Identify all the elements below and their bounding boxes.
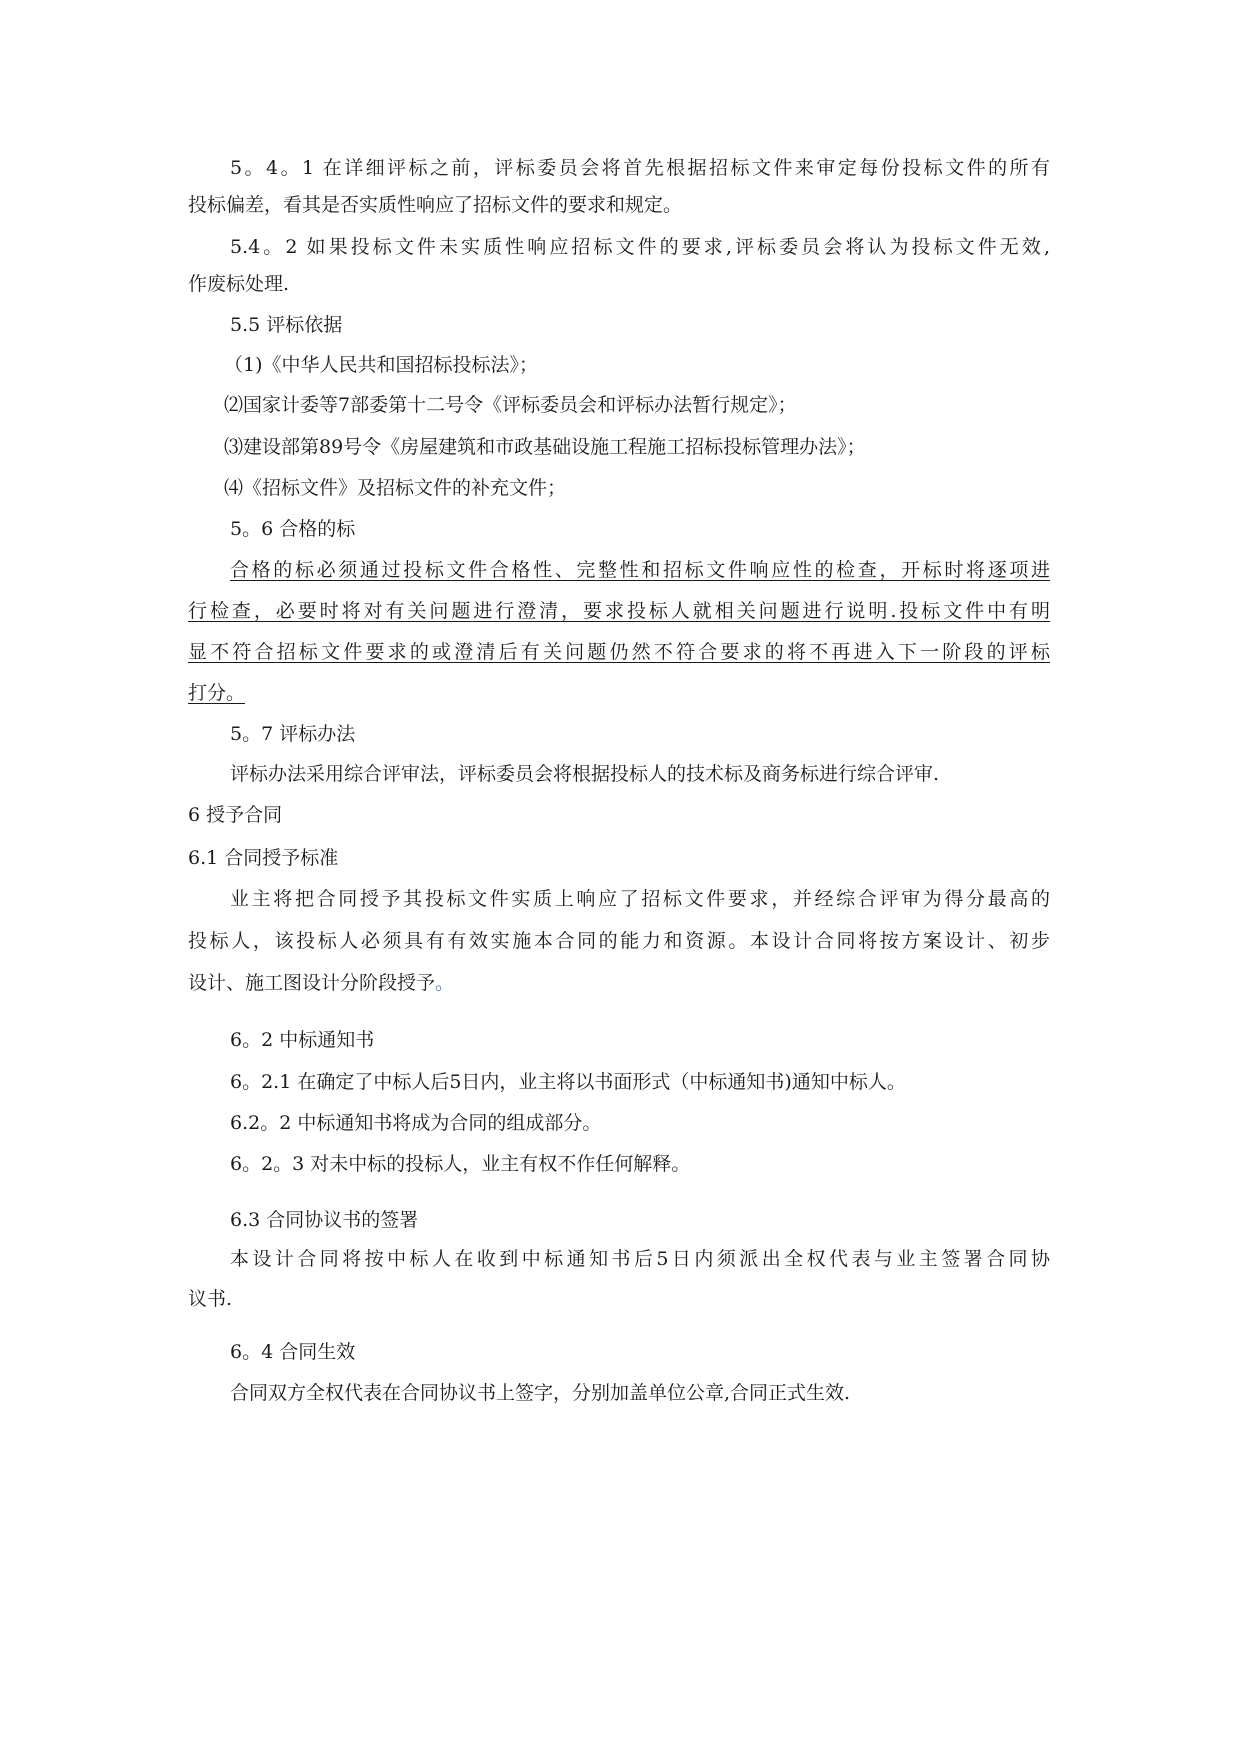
- paragraph-5-6-line-3: 显不符合招标文件要求的或澄清后有关问题仍然不符合要求的将不再进入下一阶段的评标: [188, 641, 1050, 663]
- paragraph-6-1-line-2: 投标人，该投标人必须具有有效实施本合同的能力和资源。本设计合同将按方案设计、初步: [188, 930, 1050, 952]
- paragraph-6-3-line-1: 本设计合同将按中标人在收到中标通知书后5日内须派出全权代表与业主签署合同协: [230, 1248, 1050, 1270]
- heading-6-3: 6.3 合同协议书的签署: [230, 1209, 419, 1231]
- paragraph-6-1-line-1: 业主将把合同授予其投标文件实质上响应了招标文件要求，并经综合评审为得分最高的: [230, 888, 1050, 910]
- paragraph-5-6-line-1: 合格的标必须通过投标文件合格性、完整性和招标文件响应性的检查，开标时将逐项进: [230, 559, 1050, 581]
- list-item-5-5-4: ⑷《招标文件》及招标文件的补充文件；: [224, 477, 567, 499]
- list-item-5-5-3: ⑶建设部第89号令《房屋建筑和市政基础设施工程施工招标投标管理办法》；: [224, 436, 866, 458]
- heading-6: 6 授予合同: [188, 804, 283, 826]
- paragraph-6-2-1: 6。2.1 在确定了中标人后5日内，业主将以书面形式（中标通知书)通知中标人。: [230, 1071, 906, 1093]
- paragraph-5-6-line-4: 打分。: [188, 682, 246, 704]
- heading-5-5: 5.5 评标依据: [230, 314, 343, 336]
- paragraph-5-6-line-2: 行检查，必要时将对有关问题进行澄清，要求投标人就相关问题进行说明.投标文件中有明: [188, 600, 1050, 622]
- heading-6-2: 6。2 中标通知书: [230, 1029, 375, 1051]
- paragraph-6-1-line-3: [188, 971, 454, 995]
- heading-5-7: 5。7 评标办法: [230, 723, 356, 745]
- heading-6-4: 6。4 合同生效: [230, 1341, 356, 1363]
- paragraph-6-1-end-mark: 。: [435, 972, 455, 994]
- paragraph-5-4-1-line-2: 投标偏差，看其是否实质性响应了招标文件的要求和规定。: [188, 194, 683, 216]
- heading-5-6: 5。6 合格的标: [230, 518, 356, 540]
- paragraph-6-3-line-2: 议书.: [188, 1288, 233, 1310]
- paragraph-6-1-line-3-text: 设计、施工图设计分阶段授予: [188, 972, 436, 994]
- paragraph-5-4-2-line-1: 5.4。2 如果投标文件未实质性响应招标文件的要求,评标委员会将认为投标文件无效,: [230, 236, 1050, 258]
- paragraph-6-4: 合同双方全权代表在合同协议书上签字，分别加盖单位公章,合同正式生效.: [230, 1382, 851, 1404]
- heading-6-1: 6.1 合同授予标准: [188, 847, 339, 869]
- list-item-5-5-2: ⑵国家计委等7部委第十二号令《评标委员会和评标办法暂行规定》；: [224, 394, 797, 416]
- paragraph-6-2-2: 6.2。2 中标通知书将成为合同的组成部分。: [230, 1112, 602, 1134]
- paragraph-5-7: 评标办法采用综合评审法，评标委员会将根据投标人的技术标及商务标进行综合评审.: [230, 763, 940, 785]
- list-item-5-5-1: （1)《中华人民共和国招标投标法》；: [224, 354, 539, 376]
- paragraph-5-4-1-line-1: 5。4。1 在详细评标之前，评标委员会将首先根据招标文件来审定每份投标文件的所有: [230, 157, 1050, 179]
- paragraph-5-4-2-line-2: 作废标处理.: [188, 273, 290, 295]
- paragraph-6-2-3: 6。2。3 对未中标的投标人，业主有权不作任何解释。: [230, 1153, 691, 1175]
